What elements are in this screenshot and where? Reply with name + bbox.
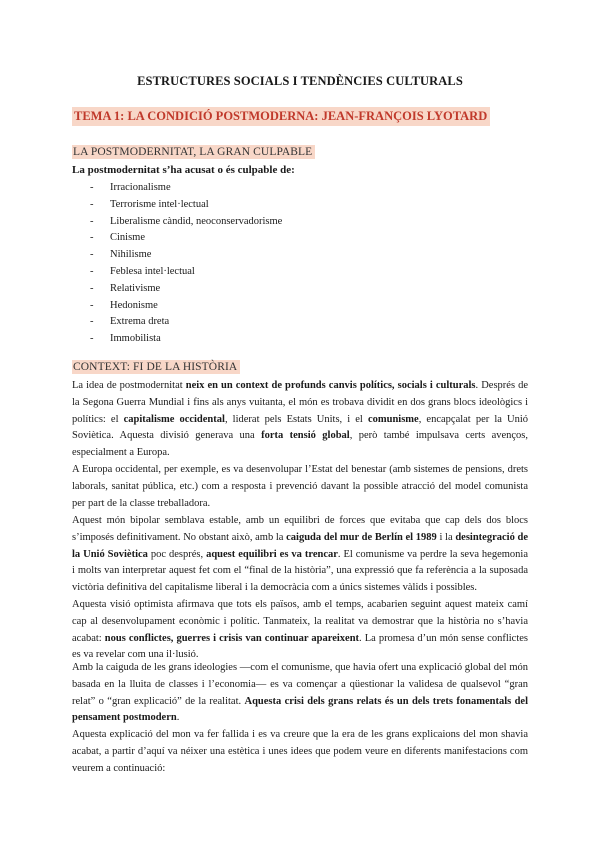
list-item-label: Liberalisme càndid, neoconservadorisme [110,215,283,227]
list-dash: - [90,333,94,345]
document-title: ESTRUCTURES SOCIALS I TENDÈNCIES CULTURALS [137,74,463,88]
text-run: Aquesta visió optimista afirmava que tots els països, amb el temps, acabarien seguint aquest mateix camí cap al desenvolupament econòmic i polític. Tanmateix, la realitat va demostrar que la història no s’havia acabat: [72,599,528,644]
text-run: , liderat pels Estats Units, i el [224,413,368,425]
bold-run: comunisme [367,413,419,425]
text-run: . [176,712,180,724]
list-item [90,331,282,348]
list-dash: - [90,282,94,294]
list-dash: - [90,232,94,244]
list-lead: La postmodernitat s’ha acusat o és culpable de: [72,164,295,176]
text-run: i la [436,531,456,543]
bold-run: caiguda del mur de Berlín el 1989 [286,531,437,543]
bold-run: desintegració de la Unió Soviètica [72,531,528,560]
paragraph-4 [72,597,528,664]
list-item-label: Immobilista [110,333,161,345]
list-item-label: Terrorisme intel·lectual [110,198,209,210]
paragraph-6: Aquesta explicació del mon va fer fallida i es va creure que la era de les grans explicaions del mon shavia acabat, a partir d’aquí va néixer una estètica i unes idees que podem veure en diferents manifestacions com veurem a continuació: [72,729,528,774]
text-run: , encapçalat per la Unió Soviètica. Aquesta divisió generava una [72,413,528,442]
text-run: . La promesa d’un món sense conflictes es va revelar com una il·lusió. [72,632,528,661]
paragraph-3 [72,513,528,597]
list-item-label: Hedonisme [110,299,158,311]
section-heading-context: CONTEXT: FI DE LA HISTÒRIA [72,360,240,374]
list-dash: - [90,198,94,210]
list-item [90,214,282,231]
tema-heading: TEMA 1: LA CONDICIÓ POSTMODERNA: JEAN-FRANÇOIS LYOTARD [72,107,490,126]
text-run: Amb la caiguda de les grans ideologies —com el comunisme, que havia ofert una explicació global del món basada en la lluita de classes i l’economia— es va començar a qüestionar la validesa de qualsevol “gran relat” o “gran explicació” de la realitat. [72,662,528,707]
list-item-label: Irracionalisme [110,182,171,193]
list-dash: - [90,249,94,261]
list-dash: - [90,215,94,227]
paragraph-2: A Europa occidental, per exemple, es va desenvolupar l’Estat del benestar (amb sistemes de pensions, drets laborals, sanitat pública, etc.) com a resposta i prevenció davant la possible atracció del model comunista per part de la classe treballadora. [72,464,528,509]
bold-run: Aquesta crisi dels grans relats és un dels trets fonamentals del pensament postmodern [72,695,528,724]
list-item [90,247,282,264]
list-dash: - [90,182,94,193]
bold-run: neix en un context de profunds canvis polítics, socials i culturals [185,380,476,391]
text-run: Aquest món bipolar semblava estable, amb un equilibri de forces que evitaba que cap dels dos blocs s’imposés definitivament. No obstant això, amb la [72,515,528,543]
bold-run: nous conflictes, guerres i crisis van continuar apareixent [104,632,360,644]
section-heading-postmodernitat: LA POSTMODERNITAT, LA GRAN CULPABLE [72,145,315,159]
list-item-label: Relativisme [110,282,161,294]
paragraph-1 [72,378,528,462]
list-dash: - [90,265,94,277]
bold-run: forta tensió global [261,430,350,442]
list-dash: - [90,316,94,328]
paragraph-5 [72,660,528,727]
list-item [90,197,282,214]
text-run: La idea de postmodernitat [72,380,186,391]
list-item [90,264,282,281]
list-item [90,230,282,247]
text-run: poc després, [147,548,207,560]
list-item [90,298,282,315]
list-item [90,281,282,298]
culpable-list [90,180,282,348]
text-run: . El comunisme va perdre la seva hegemonia i molts van interpretar aquest fet com el “final de la història”, una expressió que fa referència a la suposada victòria definitiva del capitalisme liberal i la democràcia com a únics sistemes vàlids i possibles. [72,548,528,594]
list-dash: - [90,299,94,311]
list-item [90,180,282,197]
list-item-label: Cinisme [110,232,146,244]
list-item-label: Extrema dreta [110,316,170,328]
list-item-label: Nihilisme [110,249,152,261]
bold-run: aquest equilibri es va trencar [206,548,338,560]
list-item-label: Feblesa intel·lectual [110,265,195,277]
list-item [90,314,282,331]
bold-run: capitalisme occidental [123,413,225,425]
text-run: , però també impulsava certs avenços, especialment a Europa. [72,430,529,459]
text-run: . Després de la Segona Guerra Mundial i fins als anys vuitanta, el món es trobava dividit en dos grans blocs ideològics i polítics: el [72,380,529,425]
